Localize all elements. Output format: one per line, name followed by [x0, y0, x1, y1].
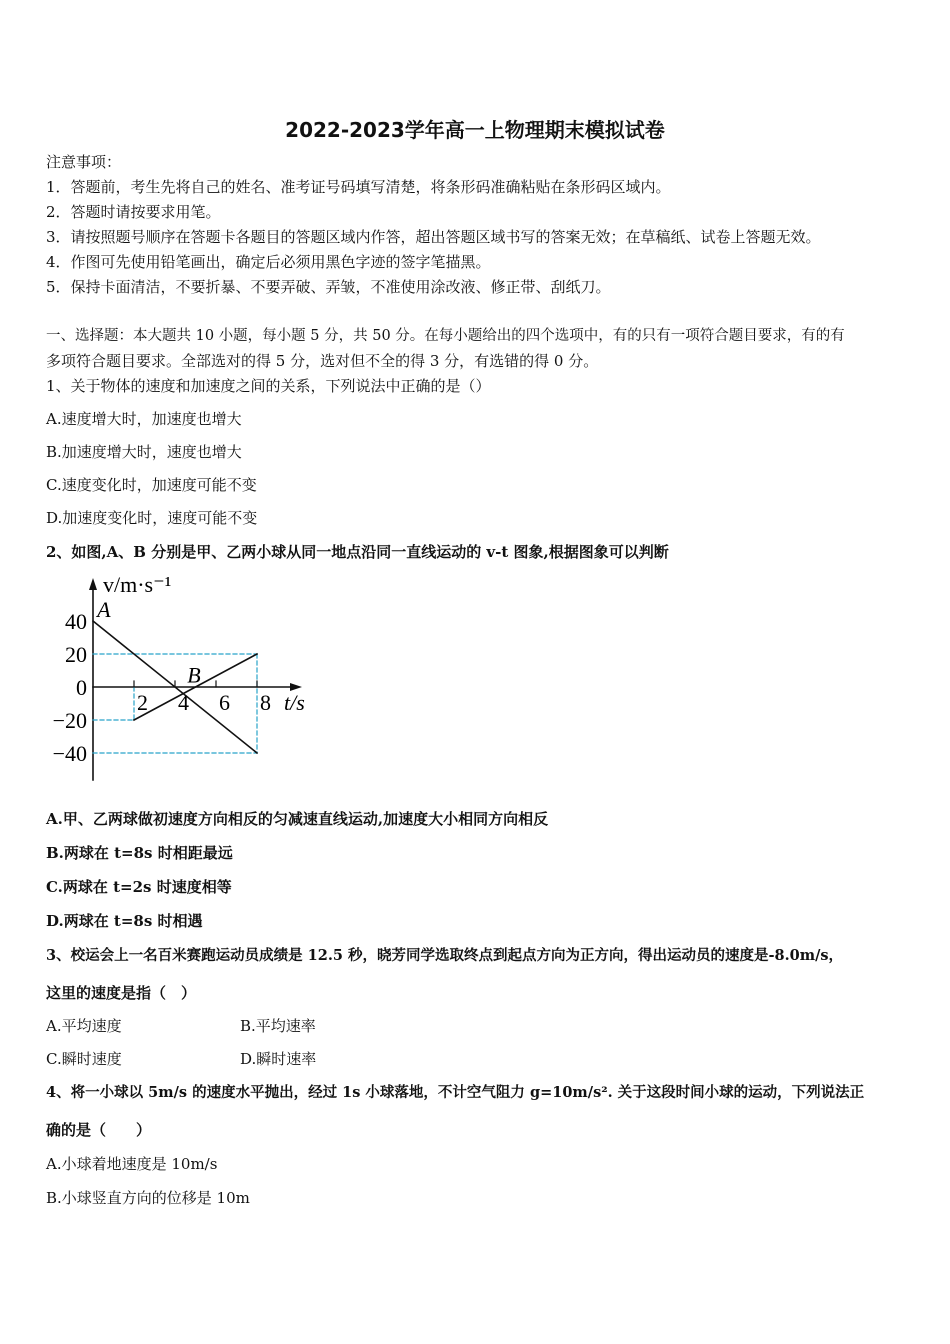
q3-option-b: B.平均速率 — [240, 1017, 316, 1035]
q2-option-c: C.两球在 t=2s 时速度相等 — [46, 878, 232, 896]
q2-option-a: A.甲、乙两球做初速度方向相反的匀减速直线运动,加速度大小相同方向相反 — [46, 810, 549, 828]
q3-stem-line1: 3、校运会上一名百米赛跑运动员成绩是 12.5 秒，晓芳同学选取终点到起点方向为正方向，得出运动员的速度是-8.0m/s， — [46, 947, 844, 964]
x-tick-label: 8 — [260, 690, 271, 715]
q4-stem-line2: 确的是（ ） — [46, 1121, 152, 1139]
q1-stem: 1、关于物体的速度和加速度之间的关系，下列说法中正确的是（） — [46, 377, 491, 395]
y-tick-label: 0 — [76, 675, 87, 700]
q1-option-d: D.加速度变化时，速度可能不变 — [46, 509, 258, 527]
notice-item-1: 1．答题前，考生先将自己的姓名、准考证号码填写清楚，将条形码准确粘贴在条形码区域内。 — [46, 178, 671, 196]
q3-option-a: A.平均速度 — [46, 1017, 122, 1035]
q2-option-b: B.两球在 t=8s 时相距最远 — [46, 844, 233, 862]
notice-item-4: 4．作图可先使用铅笔画出，确定后必须用黑色字迹的签字笔描黑。 — [46, 253, 491, 271]
page-title: 2022-2023学年高一上物理期末模拟试卷 — [285, 118, 665, 142]
y-tick-label: 40 — [65, 609, 87, 634]
q4-stem-line1: 4、将一小球以 5m/s 的速度水平抛出，经过 1s 小球落地，不计空气阻力 g=10m/s². 关于这段时间小球的运动，下列说法正 — [46, 1084, 865, 1101]
series-label-B: B — [187, 662, 201, 688]
notice-item-2: 2．答题时请按要求用笔。 — [46, 203, 221, 221]
x-tick-label: 6 — [219, 690, 230, 715]
vt-graph — [40, 568, 330, 786]
y-tick-label: 20 — [65, 642, 87, 667]
notice-item-3: 3．请按照题号顺序在答题卡各题目的答题区域内作答，超出答题区域书写的答案无效；在草稿纸、试卷上答题无效。 — [46, 228, 821, 246]
q1-option-a: A.速度增大时，加速度也增大 — [46, 410, 242, 428]
y-tick-label: −40 — [52, 741, 87, 766]
q2-option-d: D.两球在 t=8s 时相遇 — [46, 912, 203, 930]
q4-option-a: A.小球着地速度是 10m/s — [46, 1155, 218, 1173]
q3-option-d: D.瞬时速率 — [240, 1050, 317, 1068]
section-instructions-line1: 一、选择题：本大题共 10 小题，每小题 5 分，共 50 分。在每小题给出的四个选项中，有的只有一项符合题目要求，有的有 — [46, 328, 845, 344]
q1-option-c: C.速度变化时，加速度可能不变 — [46, 476, 257, 494]
q3-option-c: C.瞬时速度 — [46, 1050, 122, 1068]
q3-stem-line2: 这里的速度是指（ ） — [46, 984, 197, 1002]
q1-option-b: B.加速度增大时，速度也增大 — [46, 443, 242, 461]
section-instructions-line2: 多项符合题目要求。全部选对的得 5 分，选对但不全的得 3 分，有选错的得 0 分。 — [46, 352, 599, 370]
q2-stem: 2、如图,A、B 分别是甲、乙两小球从同一地点沿同一直线运动的 v-t 图象,根据图象可以判断 — [46, 543, 669, 561]
y-axis-arrow — [89, 578, 97, 590]
q4-option-b: B.小球竖直方向的位移是 10m — [46, 1189, 250, 1207]
x-tick-label: 4 — [178, 690, 189, 715]
x-axis-label: t/s — [284, 690, 305, 715]
y-tick-label: −20 — [52, 708, 87, 733]
notice-item-5: 5．保持卡面清洁，不要折暴、不要弄破、弄皱，不准使用涂改液、修正带、刮纸刀。 — [46, 278, 611, 296]
notice-heading: 注意事项： — [46, 153, 122, 171]
x-tick-label: 2 — [137, 690, 148, 715]
series-label-A: A — [97, 597, 111, 622]
y-axis-label: v/m·s⁻¹ — [103, 572, 172, 597]
